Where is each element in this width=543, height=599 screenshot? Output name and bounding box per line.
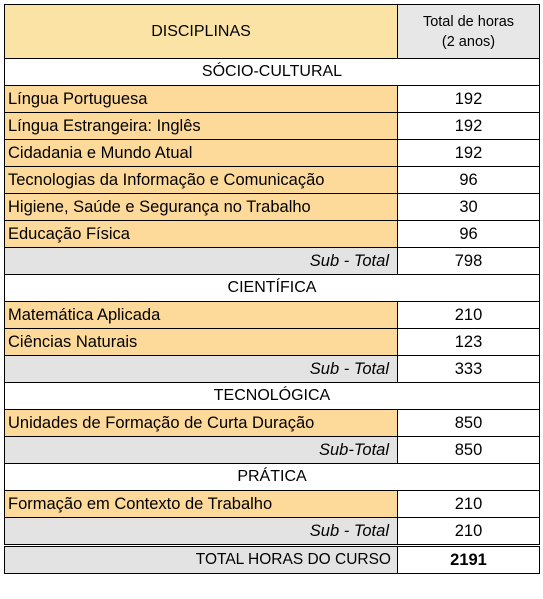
subject-cell: Tecnologias da Informação e Comunicação (5, 167, 398, 194)
subject-cell: Higiene, Saúde e Segurança no Trabalho (5, 194, 398, 221)
subject-cell: Cidadania e Mundo Atual (5, 140, 398, 167)
table-row (5, 491, 540, 518)
header-total-hours-line2: (2 anos) (441, 33, 496, 50)
hours-cell: 123 (398, 329, 540, 356)
section-row (5, 464, 540, 491)
hours-cell: 192 (398, 113, 540, 140)
subtotal-value: 333 (398, 356, 540, 383)
subject-cell: Língua Estrangeira: Inglês (5, 113, 398, 140)
section-row (5, 59, 540, 86)
header-disciplinas: DISCIPLINAS (5, 5, 398, 59)
subtotal-row (5, 518, 540, 546)
table-row (5, 302, 540, 329)
hours-cell: 210 (398, 491, 540, 518)
total-value: 2191 (398, 546, 540, 574)
section-title: SÓCIO-CULTURAL (5, 59, 540, 86)
section-title: TECNOLÓGICA (5, 383, 540, 410)
subtotal-row (5, 248, 540, 275)
subtotal-label: Sub - Total (5, 248, 398, 275)
subtotal-row (5, 437, 540, 464)
subtotal-value: 210 (398, 518, 540, 546)
table-row (5, 194, 540, 221)
subject-cell: Língua Portuguesa (5, 86, 398, 113)
section-title: PRÁTICA (5, 464, 540, 491)
hours-cell: 192 (398, 86, 540, 113)
subtotal-label: Sub - Total (5, 356, 398, 383)
subject-cell: Matemática Aplicada (5, 302, 398, 329)
hours-cell: 192 (398, 140, 540, 167)
table-header-row (5, 5, 540, 59)
subject-cell: Formação em Contexto de Trabalho (5, 491, 398, 518)
table-row (5, 410, 540, 437)
hours-cell: 30 (398, 194, 540, 221)
header-total-hours (398, 5, 540, 59)
curriculum-table (4, 4, 540, 574)
table-row (5, 113, 540, 140)
subtotal-label: Sub - Total (5, 518, 398, 546)
total-row (5, 546, 540, 574)
subject-cell: Educação Física (5, 221, 398, 248)
section-row (5, 275, 540, 302)
subject-cell: Unidades de Formação de Curta Duração (5, 410, 398, 437)
subject-cell: Ciências Naturais (5, 329, 398, 356)
subtotal-row (5, 356, 540, 383)
section-row (5, 383, 540, 410)
header-total-hours-line1: Total de horas (422, 13, 515, 30)
subtotal-value: 850 (398, 437, 540, 464)
table-row (5, 167, 540, 194)
total-label: TOTAL HORAS DO CURSO (5, 546, 398, 574)
table-row (5, 86, 540, 113)
hours-cell: 850 (398, 410, 540, 437)
table-row (5, 329, 540, 356)
hours-cell: 96 (398, 167, 540, 194)
hours-cell: 96 (398, 221, 540, 248)
subtotal-label: Sub-Total (5, 437, 398, 464)
hours-cell: 210 (398, 302, 540, 329)
section-title: CIENTÍFICA (5, 275, 540, 302)
table-row (5, 221, 540, 248)
table-row (5, 140, 540, 167)
subtotal-value: 798 (398, 248, 540, 275)
